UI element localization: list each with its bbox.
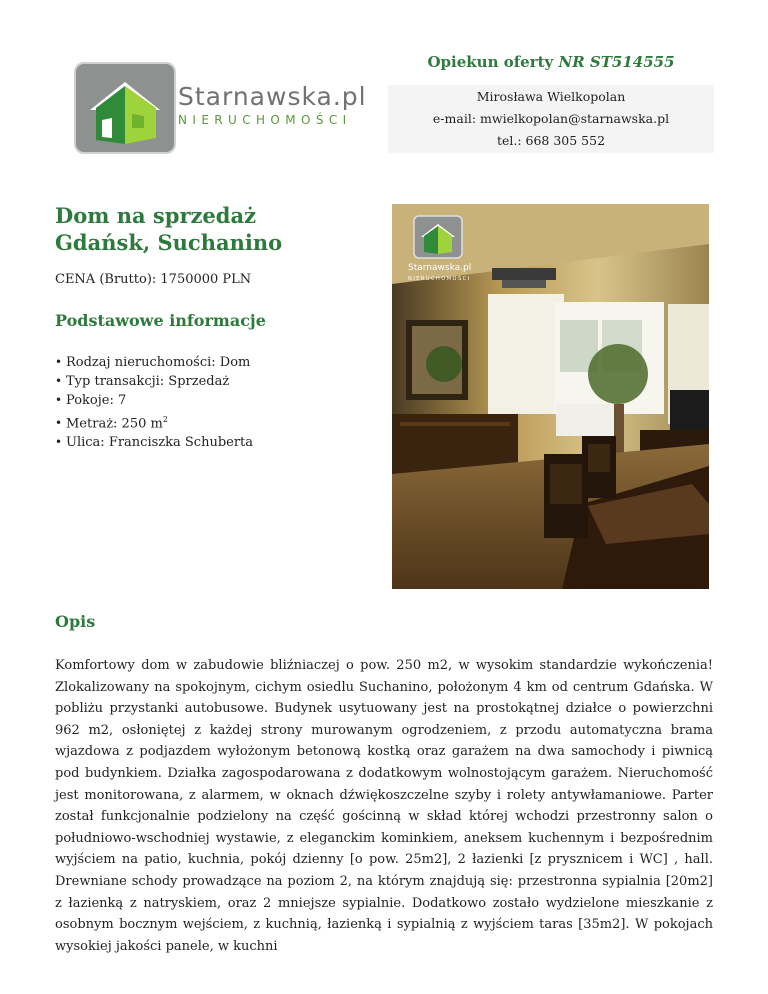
listing-price: CENA (Brutto): 1750000 PLN: [55, 272, 252, 287]
basic-info-heading: Podstawowe informacje: [55, 311, 266, 330]
property-photo: [392, 204, 709, 589]
house-logo-icon: [74, 62, 176, 154]
basic-info-list: [55, 353, 253, 452]
list-item: • Typ transakcji: Sprzedaż: [55, 372, 253, 391]
list-item: • Pokoje: 7: [55, 391, 253, 410]
photo-watermark-tagline: NIERUCHOMOŚCI: [408, 276, 471, 282]
list-item: • Metraż: 250 $m^2$: [55, 410, 253, 433]
description-heading: Opis: [55, 612, 96, 631]
agent-name: Mirosława Wielkopolan: [476, 89, 626, 104]
contact-heading: [388, 53, 714, 71]
logo-tagline: NIERUCHOMOŚCI: [178, 113, 352, 127]
listing-title-line1: Dom na sprzedaż: [55, 203, 257, 228]
agent-email: e-mail: mwielkopolan@starnawska.pl: [432, 111, 670, 126]
description-text: Komfortowy dom w zabudowie bliźniaczej o pow. 250 m2, w wysokim standardzie wykończenia! Zlokalizowany na spokojnym, cichym osiedlu Suchanino, położonym 4 km od centrum Gdańska. W pobliżu przystanki autobusowe. Budynek usytuowany jest na prostokątnej działce o powierzchni 962 m2, osłoniętej z każdej strony murowanym ogrodzeniem, z przodu automatyczna brama wjazdowa z podjazdem wyłożonym betonową kostką oraz garażem na dwa samochody i piwnicą pod budynkiem. Działka zagospodarowana z dodatkowym wolnostojącym garażem. Nieruchomość jest monitorowana, z alarmem, w oknach dźwiękoszczelne szyby i rolety antywłamaniowe. Parter został funkcjonalnie podzielony na część gościnną w skład której wchodzi przestronny salon o południowo-wschodniej wystawie, z eleganckim kominkiem, aneksem kuchennym i bezpośrednim wyjściem na patio, kuchnia, pokój dzienny [o pow. 25m2], 2 łazienki [z prysznicem i WC] , hall. Drewniane schody prowadzące na poziom 2, na którym znajdują się: przestronna sypialnia [20m2] z łazienką z natryskiem, oraz 2 mniejsze sypialnie. Dodatkowo zostało wydzielone mieszkanie z osobnym bocznym wejściem, z kuchnią, łazienką i sypialnią z wyjściem taras [35m2]. W pokojach wysokiej jakości panele, w kuchni: [55, 658, 713, 954]
contact-box: [388, 85, 714, 153]
list-item: • Ulica: Franciszka Schuberta: [55, 433, 253, 452]
listing-title: [55, 202, 282, 256]
company-logo: [74, 62, 367, 156]
list-item: • Rodzaj nieruchomości: Dom: [55, 353, 253, 372]
listing-title-line2: Gdańsk, Suchanino: [55, 230, 283, 255]
contact-title-prefix: Opiekun oferty: [427, 53, 554, 71]
logo-name: Starnawska.pl: [178, 82, 367, 111]
offer-number: NR ST514555: [558, 53, 675, 71]
photo-watermark-name: Starnawska.pl: [408, 263, 472, 273]
agent-phone: tel.: 668 305 552: [496, 133, 606, 148]
